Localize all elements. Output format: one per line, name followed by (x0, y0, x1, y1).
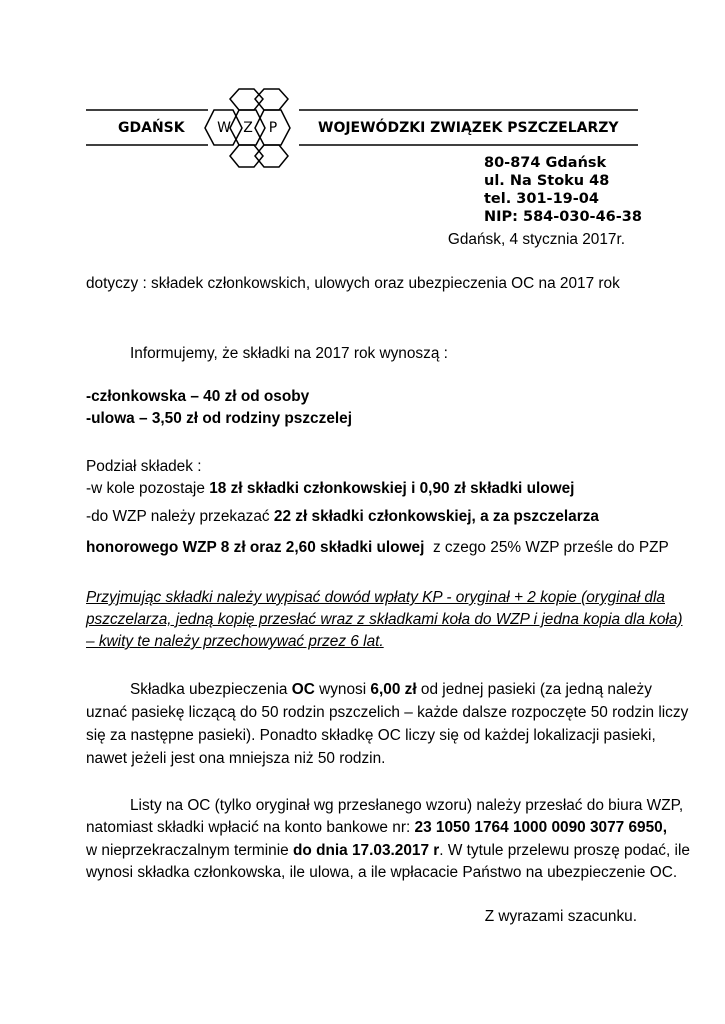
division-line-2-text: -do WZP należy przekazać (86, 508, 274, 525)
letterhead-org-name: WOJEWÓDZKI ZWIĄZEK PSZCZELARZY (318, 120, 619, 136)
letterhead-address (484, 154, 642, 226)
fee-membership: -członkowska – 40 zł od osoby (86, 388, 310, 405)
insurance-line-3: się za następne pasieki). Ponadto składkę OC liczy się od każdej lokalizacji pasieki, (86, 727, 656, 744)
division-heading: Podział składek : (86, 458, 202, 475)
address-line: ul. Na Stoku 48 (484, 173, 610, 189)
logo-letter-w: W (217, 120, 231, 136)
notice-line-1: Przyjmując składki należy wypisać dowód wpłaty KP - oryginał + 2 kopie (oryginał dla (86, 589, 665, 606)
letter-subject: dotyczy : składek członkowskich, ulowych oraz ubezpieczenia OC na 2017 rok (86, 275, 620, 292)
logo-letter-z: Z (243, 120, 253, 136)
insurance-text: od jednej pasieki (za jedną należy (416, 681, 652, 698)
logo-letter-p: P (268, 120, 278, 136)
address-line: tel. 301-19-04 (484, 191, 599, 207)
address-line: NIP: 584-030-46-38 (484, 209, 642, 225)
division-line-1-bold: 18 zł składki członkowskiej i 0,90 zł składki ulowej (209, 480, 575, 497)
lists-line-1: Listy na OC (tylko oryginał wg przesłanego wzoru) należy przesłać do biura WZP, (130, 797, 684, 814)
address-line: 80-874 Gdańsk (484, 155, 607, 171)
division-line-1 (86, 478, 574, 500)
letterhead-city: GDAŃSK (118, 120, 185, 136)
division-line-2 (86, 506, 599, 528)
division-line-3-bold: honorowego WZP 8 zł oraz 2,60 składki ulowej (86, 539, 425, 556)
lists-text: natomiast składki wpłacić na konto bankowe nr: (86, 819, 415, 836)
lists-text: w nieprzekraczalnym terminie (86, 842, 293, 859)
insurance-text: Składka ubezpieczenia (130, 681, 292, 698)
division-line-3-text: z czego 25% WZP prześle do PZP (424, 539, 669, 556)
lists-text: . W tytule przelewu proszę podać, ile (439, 842, 690, 859)
division-line-2-bold: 22 zł składki członkowskiej, a za pszczelarza (273, 508, 599, 525)
division-line-3 (86, 537, 669, 559)
intro-paragraph: Informujemy, że składki na 2017 rok wynoszą : (130, 345, 448, 362)
letter-date: Gdańsk, 4 stycznia 2017r. (447, 231, 625, 248)
notice-line-3: – kwity te należy przechowywać przez 6 lat. (86, 633, 384, 650)
fee-hive: -ulowa – 3,50 zł od rodziny pszczelej (86, 410, 352, 427)
insurance-oc-bold: OC (291, 681, 315, 698)
deadline-date: do dnia 17.03.2017 r (293, 842, 440, 859)
bank-account-number: 23 1050 1764 1000 0090 3077 6950, (414, 819, 667, 836)
notice-line-2: pszczelarza, jedną kopię przesłać wraz z składkami koła do WZP i jedna kopia dla koła) (86, 611, 683, 628)
insurance-text: wynosi (314, 681, 371, 698)
closing-salutation: Z wyrazami szacunku. (484, 908, 637, 925)
insurance-line-1 (130, 679, 652, 701)
lists-line-2 (86, 817, 667, 839)
insurance-line-4: nawet jeżeli jest ona mniejsza niż 50 rodzin. (86, 750, 386, 767)
division-line-1-text: -w kole pozostaje (86, 480, 210, 497)
letterhead-graphic (0, 0, 725, 180)
insurance-line-2: uznać pasiekę liczącą do 50 rodzin pszczelich – każde dalsze rozpoczęte 50 rodzin liczy (86, 704, 689, 721)
lists-line-3 (86, 840, 690, 862)
lists-line-4: wynosi składka członkowska, ile ulowa, a ile wpłacacie Państwo na ubezpieczenie OC. (86, 864, 678, 881)
insurance-amount-bold: 6,00 zł (370, 681, 417, 698)
